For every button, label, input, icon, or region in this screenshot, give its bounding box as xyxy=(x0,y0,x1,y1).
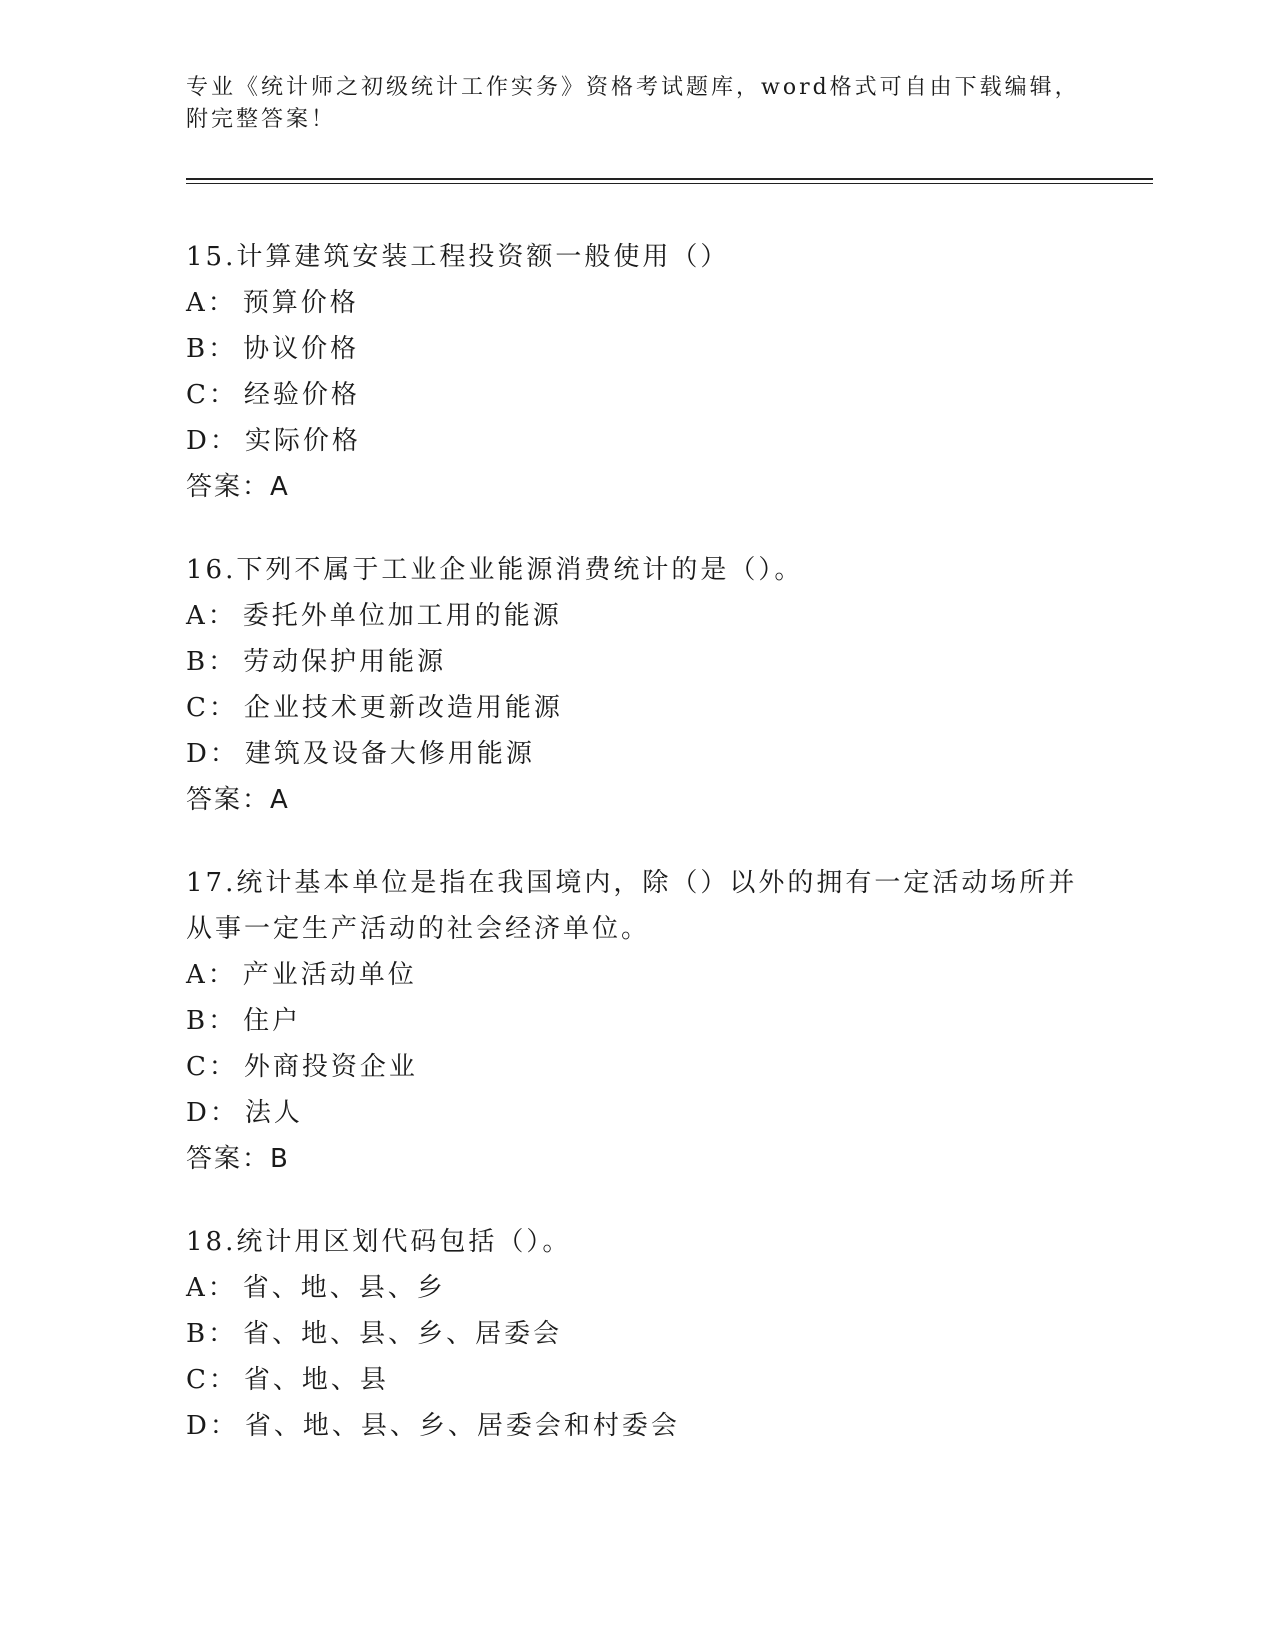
option-c: C： 省、地、县 xyxy=(186,1365,389,1395)
option-letter: D xyxy=(186,1098,210,1128)
option-letter: C xyxy=(186,693,209,723)
option-letter: B xyxy=(186,1006,209,1036)
question-15 xyxy=(186,234,1086,510)
document-header xyxy=(186,72,1086,136)
option-c: C： 外商投资企业 xyxy=(186,1052,418,1082)
option-text: 法人 xyxy=(244,1098,303,1128)
question-text: 15.计算建筑安装工程投资额一般使用（） xyxy=(186,242,730,272)
option-d: D： 法人 xyxy=(186,1098,303,1128)
option-text: 外商投资企业 xyxy=(243,1052,418,1082)
option-letter: C xyxy=(186,1365,209,1395)
option-letter: D xyxy=(186,739,210,769)
option-b: B： 劳动保护用能源 xyxy=(186,647,447,677)
option-a: A： 预算价格 xyxy=(186,288,359,318)
question-text: 16.下列不属于工业企业能源消费统计的是（）。 xyxy=(186,555,804,585)
option-text: 产业活动单位 xyxy=(242,960,417,990)
question-text: 17.统计基本单位是指在我国境内，除（）以外的拥有一定活动场所并 xyxy=(186,868,1078,898)
option-b: B： 省、地、县、乡、居委会 xyxy=(186,1319,563,1349)
header-divider-thin xyxy=(186,183,1153,184)
option-letter: A xyxy=(186,960,208,990)
option-letter: D xyxy=(186,1411,210,1441)
option-b: B： 协议价格 xyxy=(186,334,360,364)
option-text: 经验价格 xyxy=(243,380,360,410)
option-text: 住户 xyxy=(243,1006,302,1036)
option-a: A： 产业活动单位 xyxy=(186,960,417,990)
option-letter: A xyxy=(186,288,208,318)
question-17 xyxy=(186,860,1086,1182)
option-d: D： 实际价格 xyxy=(186,426,361,456)
option-b: B： 住户 xyxy=(186,1006,302,1036)
option-text: 企业技术更新改造用能源 xyxy=(243,693,563,723)
option-c: C： 企业技术更新改造用能源 xyxy=(186,693,563,723)
answer-line: 答案：A xyxy=(186,785,290,815)
option-text: 委托外单位加工用的能源 xyxy=(242,601,562,631)
question-16 xyxy=(186,547,1086,823)
option-text: 省、地、县 xyxy=(243,1365,389,1395)
option-text: 预算价格 xyxy=(242,288,359,318)
option-letter: C xyxy=(186,1052,209,1082)
header-divider-thick xyxy=(186,178,1153,180)
option-letter: B xyxy=(186,334,209,364)
option-letter: A xyxy=(186,601,208,631)
option-d: D： 建筑及设备大修用能源 xyxy=(186,739,535,769)
option-a: A： 省、地、县、乡 xyxy=(186,1273,446,1303)
option-text: 省、地、县、乡、居委会 xyxy=(243,1319,563,1349)
option-text: 建筑及设备大修用能源 xyxy=(244,739,535,769)
option-letter: B xyxy=(186,1319,209,1349)
option-text: 协议价格 xyxy=(243,334,360,364)
header-line-1: 专业《统计师之初级统计工作实务》资格考试题库，word格式可自由下载编辑， xyxy=(186,75,1080,100)
option-letter: A xyxy=(186,1273,208,1303)
header-line-2: 附完整答案！ xyxy=(186,107,337,132)
option-text: 劳动保护用能源 xyxy=(243,647,447,677)
question-18 xyxy=(186,1219,1086,1449)
question-text: 18.统计用区划代码包括（）。 xyxy=(186,1227,572,1257)
option-text: 省、地、县、乡、居委会和村委会 xyxy=(244,1411,680,1441)
option-letter: C xyxy=(186,380,209,410)
option-d: D： 省、地、县、乡、居委会和村委会 xyxy=(186,1411,680,1441)
option-letter: B xyxy=(186,647,209,677)
option-a: A： 委托外单位加工用的能源 xyxy=(186,601,562,631)
option-text: 实际价格 xyxy=(244,426,361,456)
option-letter: D xyxy=(186,426,210,456)
question-list xyxy=(186,234,1086,1486)
option-c: C： 经验价格 xyxy=(186,380,360,410)
answer-line: 答案：B xyxy=(186,1144,290,1174)
answer-line: 答案：A xyxy=(186,472,290,502)
option-text: 省、地、县、乡 xyxy=(242,1273,446,1303)
question-text-continued: 从事一定生产活动的社会经济单位。 xyxy=(186,914,651,944)
